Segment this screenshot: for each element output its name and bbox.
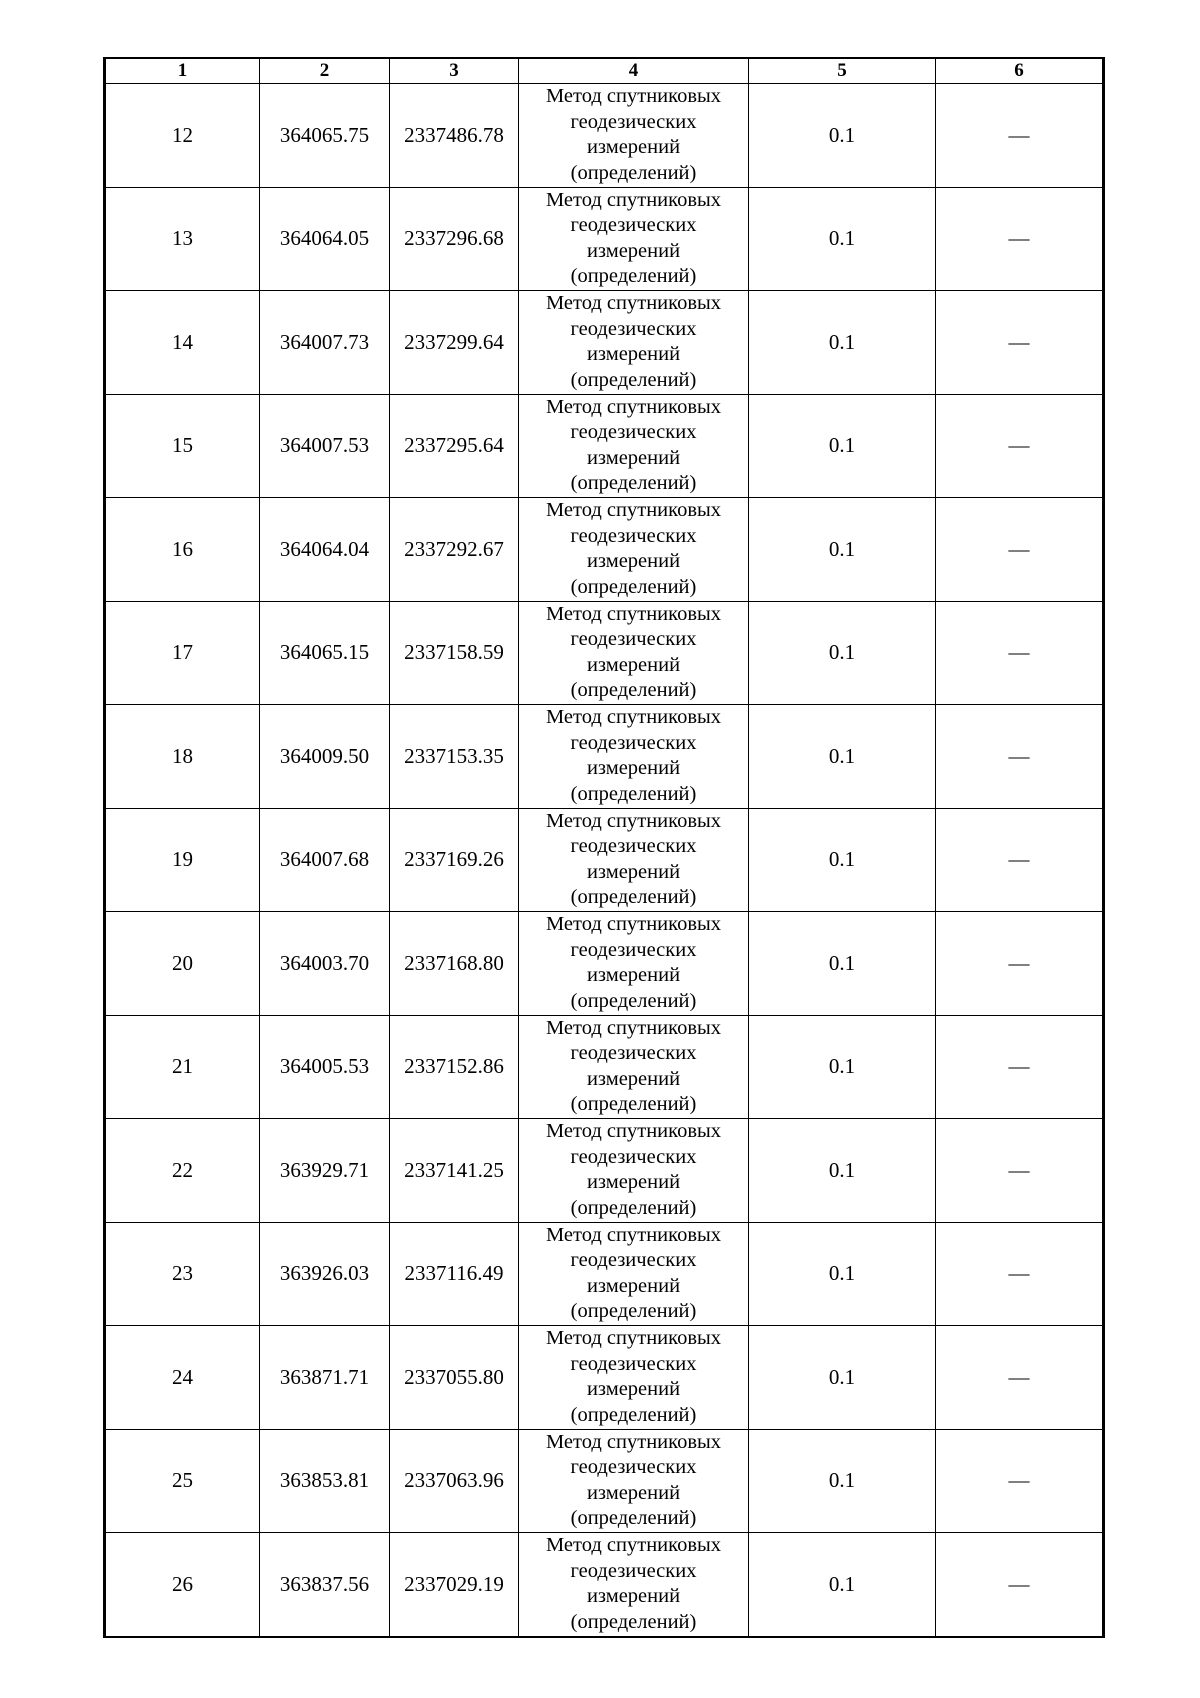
method-line: (определений)	[570, 1300, 697, 1323]
note-cell: —	[936, 187, 1104, 291]
method-line: Метод спутниковых	[545, 1430, 722, 1453]
method-cell	[519, 1119, 749, 1223]
point-number-cell: 15	[105, 394, 260, 498]
note-cell: —	[936, 1326, 1104, 1430]
x-coordinate-cell: 364003.70	[260, 912, 390, 1016]
method-line: Метод спутниковых	[545, 1223, 722, 1246]
point-number-cell: 21	[105, 1015, 260, 1119]
accuracy-cell: 0.1	[749, 1429, 936, 1533]
accuracy-cell: 0.1	[749, 705, 936, 809]
method-line: (определений)	[570, 886, 697, 909]
method-line: геодезических	[570, 317, 697, 340]
accuracy-cell: 0.1	[749, 498, 936, 602]
method-line: измерений	[586, 1585, 681, 1608]
y-coordinate-cell: 2337141.25	[390, 1119, 519, 1223]
method-line: измерений	[586, 239, 681, 262]
x-coordinate-cell: 364064.05	[260, 187, 390, 291]
method-line: Метод спутниковых	[545, 1327, 722, 1350]
note-cell: —	[936, 1429, 1104, 1533]
x-coordinate-cell: 364065.15	[260, 601, 390, 705]
method-line: Метод спутниковых	[545, 602, 722, 625]
y-coordinate-cell: 2337295.64	[390, 394, 519, 498]
x-coordinate-cell: 363871.71	[260, 1326, 390, 1430]
method-line: (определений)	[570, 989, 697, 1012]
method-line: геодезических	[570, 1249, 697, 1272]
method-line: Метод спутниковых	[545, 706, 722, 729]
method-cell	[519, 291, 749, 395]
point-number-cell: 26	[105, 1533, 260, 1637]
method-line: (определений)	[570, 679, 697, 702]
x-coordinate-cell: 364005.53	[260, 1015, 390, 1119]
coordinates-table	[103, 57, 1105, 1638]
point-number-cell: 22	[105, 1119, 260, 1223]
x-coordinate-cell: 364007.53	[260, 394, 390, 498]
method-line: Метод спутниковых	[545, 809, 722, 832]
method-line: геодезических	[570, 524, 697, 547]
table-row	[105, 705, 1104, 809]
table-row	[105, 1119, 1104, 1223]
method-line: Метод спутниковых	[545, 85, 722, 108]
note-cell: —	[936, 1015, 1104, 1119]
method-line: геодезических	[570, 1559, 697, 1582]
table-row	[105, 1533, 1104, 1637]
x-coordinate-cell: 364007.73	[260, 291, 390, 395]
method-line: геодезических	[570, 731, 697, 754]
y-coordinate-cell: 2337168.80	[390, 912, 519, 1016]
point-number-cell: 19	[105, 808, 260, 912]
note-cell: —	[936, 808, 1104, 912]
method-line: (определений)	[570, 161, 697, 184]
method-line: измерений	[586, 550, 681, 573]
table-row	[105, 1222, 1104, 1326]
method-line: Метод спутниковых	[545, 499, 722, 522]
table-body	[105, 84, 1104, 1637]
method-line: измерений	[586, 1481, 681, 1504]
method-cell	[519, 808, 749, 912]
note-cell: —	[936, 912, 1104, 1016]
method-cell	[519, 84, 749, 188]
method-cell	[519, 1429, 749, 1533]
header-col-5: 5	[749, 58, 936, 84]
accuracy-cell: 0.1	[749, 291, 936, 395]
point-number-cell: 12	[105, 84, 260, 188]
method-line: измерений	[586, 1171, 681, 1194]
table-header-row	[105, 58, 1104, 84]
point-number-cell: 13	[105, 187, 260, 291]
method-line: геодезических	[570, 1042, 697, 1065]
x-coordinate-cell: 364007.68	[260, 808, 390, 912]
table-row	[105, 601, 1104, 705]
y-coordinate-cell: 2337299.64	[390, 291, 519, 395]
y-coordinate-cell: 2337029.19	[390, 1533, 519, 1637]
table-row	[105, 187, 1104, 291]
method-line: Метод спутниковых	[545, 913, 722, 936]
method-line: (определений)	[570, 1196, 697, 1219]
header-col-2: 2	[260, 58, 390, 84]
method-cell	[519, 1326, 749, 1430]
header-col-1: 1	[105, 58, 260, 84]
method-line: геодезических	[570, 1352, 697, 1375]
x-coordinate-cell: 363926.03	[260, 1222, 390, 1326]
point-number-cell: 14	[105, 291, 260, 395]
x-coordinate-cell: 363837.56	[260, 1533, 390, 1637]
x-coordinate-cell: 364065.75	[260, 84, 390, 188]
method-line: измерений	[586, 136, 681, 159]
method-line: измерений	[586, 1067, 681, 1090]
method-line: геодезических	[570, 214, 697, 237]
y-coordinate-cell: 2337116.49	[390, 1222, 519, 1326]
accuracy-cell: 0.1	[749, 1533, 936, 1637]
header-col-4: 4	[519, 58, 749, 84]
y-coordinate-cell: 2337063.96	[390, 1429, 519, 1533]
method-line: (определений)	[570, 1093, 697, 1116]
point-number-cell: 18	[105, 705, 260, 809]
method-line: измерений	[586, 653, 681, 676]
y-coordinate-cell: 2337292.67	[390, 498, 519, 602]
method-line: (определений)	[570, 575, 697, 598]
method-cell	[519, 394, 749, 498]
method-line: Метод спутниковых	[545, 1534, 722, 1557]
y-coordinate-cell: 2337296.68	[390, 187, 519, 291]
x-coordinate-cell: 364064.04	[260, 498, 390, 602]
method-line: измерений	[586, 860, 681, 883]
x-coordinate-cell: 363853.81	[260, 1429, 390, 1533]
note-cell: —	[936, 84, 1104, 188]
point-number-cell: 23	[105, 1222, 260, 1326]
method-line: измерений	[586, 757, 681, 780]
header-col-3: 3	[390, 58, 519, 84]
note-cell: —	[936, 1222, 1104, 1326]
table-row	[105, 1326, 1104, 1430]
table-row	[105, 84, 1104, 188]
y-coordinate-cell: 2337153.35	[390, 705, 519, 809]
method-line: геодезических	[570, 421, 697, 444]
method-line: Метод спутниковых	[545, 188, 722, 211]
note-cell: —	[936, 705, 1104, 809]
table-row	[105, 1429, 1104, 1533]
point-number-cell: 20	[105, 912, 260, 1016]
method-line: Метод спутниковых	[545, 292, 722, 315]
method-line: измерений	[586, 964, 681, 987]
table-row	[105, 1015, 1104, 1119]
method-line: Метод спутниковых	[545, 395, 722, 418]
accuracy-cell: 0.1	[749, 1326, 936, 1430]
method-cell	[519, 1222, 749, 1326]
method-line: измерений	[586, 446, 681, 469]
method-line: измерений	[586, 343, 681, 366]
accuracy-cell: 0.1	[749, 84, 936, 188]
point-number-cell: 24	[105, 1326, 260, 1430]
y-coordinate-cell: 2337152.86	[390, 1015, 519, 1119]
method-line: геодезических	[570, 938, 697, 961]
method-line: (определений)	[570, 472, 697, 495]
table-row	[105, 394, 1104, 498]
method-cell	[519, 498, 749, 602]
accuracy-cell: 0.1	[749, 912, 936, 1016]
note-cell: —	[936, 1533, 1104, 1637]
method-line: геодезических	[570, 1456, 697, 1479]
y-coordinate-cell: 2337055.80	[390, 1326, 519, 1430]
method-line: (определений)	[570, 1610, 697, 1633]
method-cell	[519, 912, 749, 1016]
x-coordinate-cell: 364009.50	[260, 705, 390, 809]
accuracy-cell: 0.1	[749, 394, 936, 498]
accuracy-cell: 0.1	[749, 1015, 936, 1119]
method-line: (определений)	[570, 1507, 697, 1530]
accuracy-cell: 0.1	[749, 1119, 936, 1223]
y-coordinate-cell: 2337169.26	[390, 808, 519, 912]
table-row	[105, 912, 1104, 1016]
x-coordinate-cell: 363929.71	[260, 1119, 390, 1223]
accuracy-cell: 0.1	[749, 187, 936, 291]
method-cell	[519, 1015, 749, 1119]
point-number-cell: 17	[105, 601, 260, 705]
header-col-6: 6	[936, 58, 1104, 84]
method-line: (определений)	[570, 265, 697, 288]
point-number-cell: 16	[105, 498, 260, 602]
method-line: измерений	[586, 1274, 681, 1297]
note-cell: —	[936, 291, 1104, 395]
note-cell: —	[936, 601, 1104, 705]
note-cell: —	[936, 498, 1104, 602]
note-cell: —	[936, 1119, 1104, 1223]
table-row	[105, 498, 1104, 602]
table-row	[105, 808, 1104, 912]
method-line: (определений)	[570, 1403, 697, 1426]
method-cell	[519, 187, 749, 291]
point-number-cell: 25	[105, 1429, 260, 1533]
method-cell	[519, 601, 749, 705]
method-line: измерений	[586, 1378, 681, 1401]
method-line: (определений)	[570, 368, 697, 391]
method-cell	[519, 1533, 749, 1637]
method-line: (определений)	[570, 782, 697, 805]
method-cell	[519, 705, 749, 809]
accuracy-cell: 0.1	[749, 601, 936, 705]
y-coordinate-cell: 2337486.78	[390, 84, 519, 188]
method-line: геодезических	[570, 628, 697, 651]
note-cell: —	[936, 394, 1104, 498]
table-row	[105, 291, 1104, 395]
y-coordinate-cell: 2337158.59	[390, 601, 519, 705]
method-line: геодезических	[570, 1145, 697, 1168]
method-line: Метод спутниковых	[545, 1120, 722, 1143]
accuracy-cell: 0.1	[749, 808, 936, 912]
method-line: геодезических	[570, 110, 697, 133]
method-line: Метод спутниковых	[545, 1016, 722, 1039]
accuracy-cell: 0.1	[749, 1222, 936, 1326]
method-line: геодезических	[570, 835, 697, 858]
